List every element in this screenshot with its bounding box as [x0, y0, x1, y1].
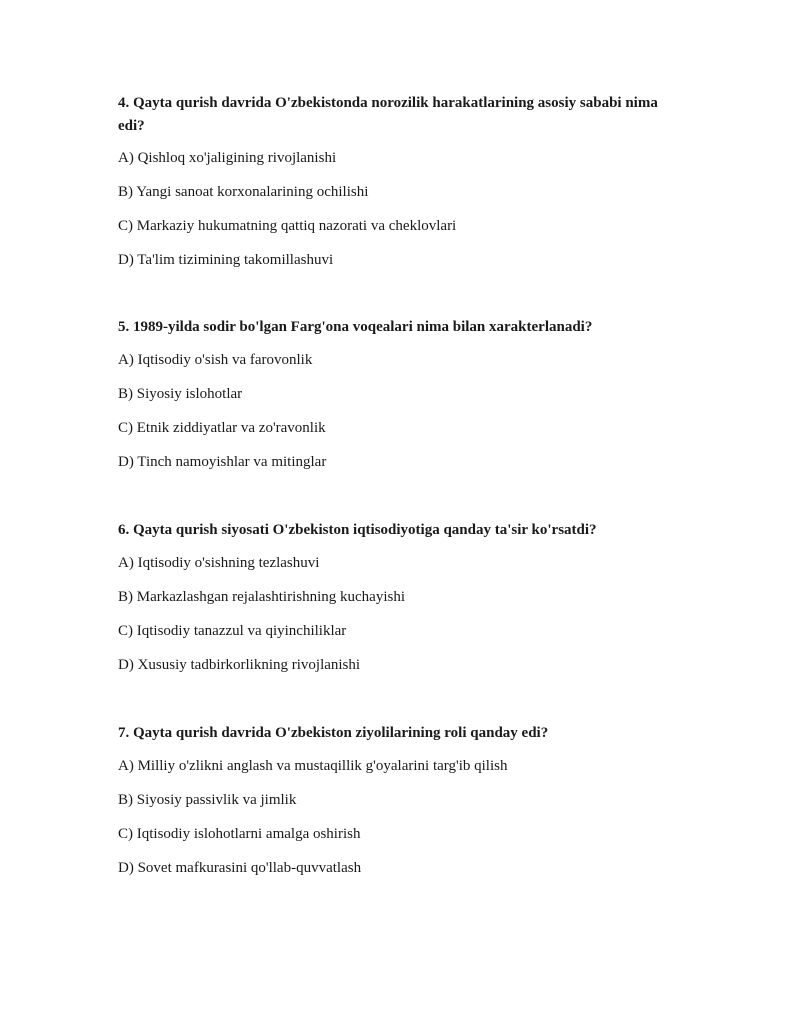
option-d: D) Ta'lim tizimining takomillashuvi	[118, 252, 334, 268]
question-7	[118, 722, 678, 876]
option-a: A) Iqtisodiy o'sishning tezlashuvi	[118, 555, 320, 571]
option-d: D) Xususiy tadbirkorlikning rivojlanishi	[118, 657, 361, 673]
option-d: D) Sovet mafkurasini qo'llab-quvvatlash	[118, 860, 362, 876]
option-b: B) Yangi sanoat korxonalarining ochilishi	[118, 184, 369, 200]
option-b: B) Markazlashgan rejalashtirishning kuchayishi	[118, 589, 406, 605]
question-title: 6. Qayta qurish siyosati O'zbekiston iqtisodiyotiga qanday ta'sir ko'rsatdi?	[118, 522, 597, 538]
question-4	[118, 92, 678, 268]
option-c: C) Iqtisodiy islohotlarni amalga oshirish	[118, 826, 361, 842]
question-title: 5. 1989-yilda sodir bo'lgan Farg'ona voqealari nima bilan xarakterlanadi?	[118, 319, 593, 335]
option-d: D) Tinch namoyishlar va mitinglar	[118, 454, 327, 470]
question-6	[118, 519, 678, 673]
question-title: 4. Qayta qurish davrida O'zbekistonda norozilik harakatlarining asosiy sababi nima edi?	[118, 95, 658, 134]
option-a: A) Qishloq xo'jaligining rivojlanishi	[118, 150, 337, 166]
option-c: C) Markaziy hukumatning qattiq nazorati va cheklovlari	[118, 218, 457, 234]
option-a: A) Milliy o'zlikni anglash va mustaqillik g'oyalarini targ'ib qilish	[118, 758, 508, 774]
option-c: C) Iqtisodiy tanazzul va qiyinchiliklar	[118, 623, 347, 639]
question-title: 7. Qayta qurish davrida O'zbekiston ziyolilarining roli qanday edi?	[118, 725, 549, 741]
option-c: C) Etnik ziddiyatlar va zo'ravonlik	[118, 420, 326, 436]
option-b: B) Siyosiy passivlik va jimlik	[118, 792, 297, 808]
option-a: A) Iqtisodiy o'sish va farovonlik	[118, 352, 313, 368]
option-b: B) Siyosiy islohotlar	[118, 386, 243, 402]
question-5	[118, 316, 678, 470]
